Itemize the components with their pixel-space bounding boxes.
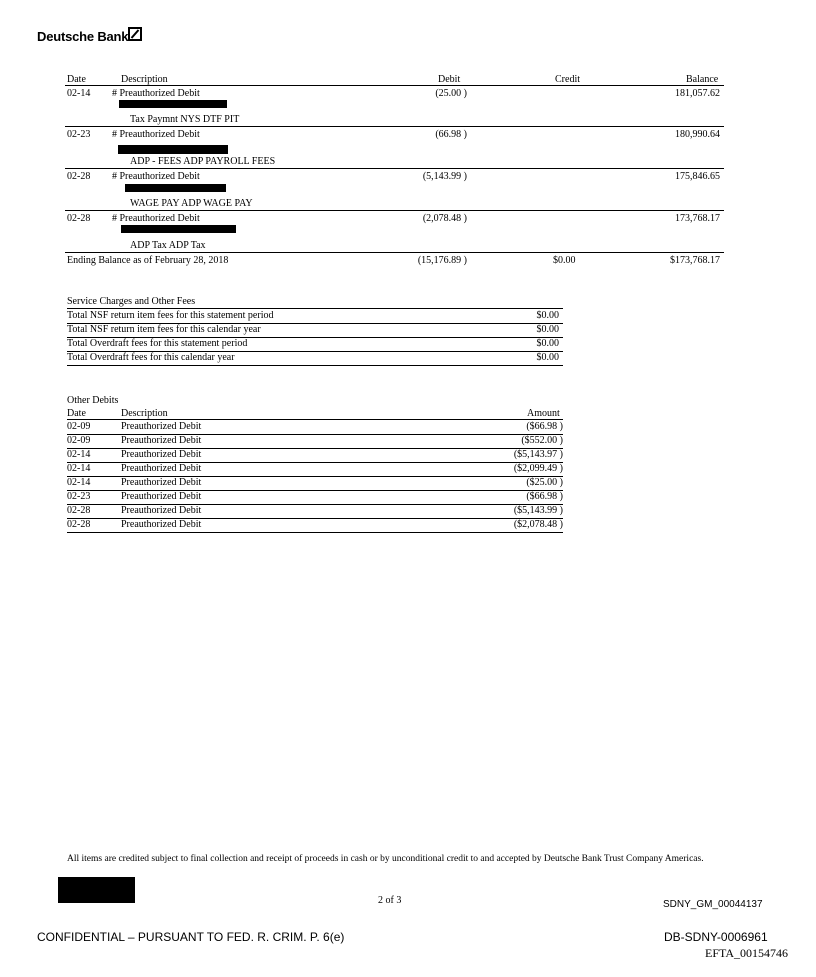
- txn-description: # Preauthorized Debit: [112, 213, 200, 224]
- fee-label: Total Overdraft fees for this statement period: [67, 338, 248, 349]
- table-row: [67, 434, 563, 449]
- section-title: Service Charges and Other Fees: [67, 296, 196, 307]
- ending-balance-label: Ending Balance as of February 28, 2018: [67, 255, 229, 266]
- txn-balance: 180,990.64: [675, 129, 720, 140]
- fee-amount: $0.00: [536, 338, 559, 349]
- fee-label: Total Overdraft fees for this calendar year: [67, 352, 235, 363]
- txn-debit: (5,143.99 ): [422, 171, 467, 182]
- redaction-block: [58, 877, 135, 903]
- txn-date: 02-28: [67, 171, 91, 182]
- debit-amount: ($2,078.48 ): [513, 519, 563, 530]
- txn-debit: (66.98 ): [435, 129, 467, 140]
- table-row: [67, 462, 563, 477]
- table-row: [67, 518, 563, 533]
- section-title: Other Debits: [67, 395, 119, 406]
- debit-date: 02-09: [67, 435, 91, 446]
- debit-date: 02-14: [67, 449, 91, 460]
- fee-amount: $0.00: [536, 324, 559, 335]
- table-row: [67, 420, 563, 435]
- debit-date: 02-14: [67, 463, 91, 474]
- fee-amount: $0.00: [536, 310, 559, 321]
- debit-description: Preauthorized Debit: [121, 505, 202, 516]
- txn-detail: ADP Tax ADP Tax: [130, 240, 206, 251]
- ending-debit-total: (15,176.89 ): [417, 255, 467, 266]
- redaction-block: [119, 100, 227, 108]
- bank-name: Deutsche Bank: [37, 29, 129, 44]
- debit-amount: ($25.00 ): [526, 477, 563, 488]
- txn-balance: 181,057.62: [675, 88, 720, 99]
- disclaimer-text: All items are credited subject to final collection and receipt of proceeds in cash or by unconditional credit to and accepted by Deutsche Bank Trust Company Americas.: [67, 854, 704, 864]
- debit-amount: ($5,143.99 ): [513, 505, 563, 516]
- fee-row: [67, 351, 563, 366]
- debit-description: Preauthorized Debit: [121, 435, 202, 446]
- debit-amount: ($5,143.97 ): [513, 449, 563, 460]
- txn-date: 02-14: [67, 88, 91, 99]
- debit-description: Preauthorized Debit: [121, 463, 202, 474]
- debit-description: Preauthorized Debit: [121, 491, 202, 502]
- page-number: 2 of 3: [378, 895, 402, 906]
- col-header-description: Description: [121, 408, 168, 419]
- col-header-amount: Amount: [527, 408, 560, 419]
- debit-date: 02-28: [67, 519, 91, 530]
- table-row: [67, 504, 563, 519]
- bates-number: DB-SDNY-0006961: [664, 930, 768, 944]
- txn-detail: ADP - FEES ADP PAYROLL FEES: [130, 156, 276, 167]
- debit-description: Preauthorized Debit: [121, 477, 202, 488]
- fee-row: [67, 309, 563, 324]
- txn-date: 02-23: [67, 129, 91, 140]
- efta-number: EFTA_00154746: [705, 946, 789, 960]
- ending-credit-total: $0.00: [553, 255, 576, 266]
- txn-description: # Preauthorized Debit: [112, 129, 200, 140]
- fee-label: Total NSF return item fees for this statement period: [67, 310, 274, 321]
- txn-description: # Preauthorized Debit: [112, 88, 200, 99]
- col-header-date: Date: [67, 408, 86, 419]
- redaction-block: [118, 145, 228, 154]
- fee-row: [67, 337, 563, 352]
- debit-description: Preauthorized Debit: [121, 421, 202, 432]
- debit-amount: ($66.98 ): [526, 421, 563, 432]
- col-header-credit: Credit: [555, 74, 580, 85]
- debit-date: 02-14: [67, 477, 91, 488]
- table-row: [67, 476, 563, 491]
- debit-date: 02-09: [67, 421, 91, 432]
- col-header-description: Description: [121, 74, 168, 85]
- txn-debit: (25.00 ): [435, 88, 467, 99]
- debit-amount: ($66.98 ): [526, 491, 563, 502]
- debit-date: 02-28: [67, 505, 91, 516]
- debit-date: 02-23: [67, 491, 91, 502]
- txn-balance: 173,768.17: [675, 213, 720, 224]
- col-header-debit: Debit: [438, 74, 461, 85]
- col-header-balance: Balance: [686, 74, 719, 85]
- debit-description: Preauthorized Debit: [121, 519, 202, 530]
- debit-description: Preauthorized Debit: [121, 449, 202, 460]
- debit-amount: ($552.00 ): [521, 435, 563, 446]
- txn-detail: WAGE PAY ADP WAGE PAY: [130, 198, 253, 209]
- txn-detail: Tax Paymnt NYS DTF PIT: [130, 114, 240, 125]
- col-header-date: Date: [67, 74, 86, 85]
- redaction-block: [125, 184, 226, 192]
- table-row: [67, 448, 563, 463]
- txn-date: 02-28: [67, 213, 91, 224]
- txn-description: # Preauthorized Debit: [112, 171, 200, 182]
- fee-amount: $0.00: [536, 352, 559, 363]
- redaction-block: [121, 225, 236, 233]
- deutsche-bank-logo-icon: [128, 27, 142, 41]
- confidential-notice: CONFIDENTIAL – PURSUANT TO FED. R. CRIM. P. 6(e): [37, 930, 345, 944]
- document-id: SDNY_GM_00044137: [663, 899, 763, 910]
- txn-debit: (2,078.48 ): [422, 213, 467, 224]
- fee-row: [67, 323, 563, 338]
- txn-balance: 175,846.65: [675, 171, 720, 182]
- fee-label: Total NSF return item fees for this calendar year: [67, 324, 261, 335]
- debit-amount: ($2,099.49 ): [513, 463, 563, 474]
- table-row: [67, 490, 563, 505]
- ending-balance-total: $173,768.17: [670, 255, 720, 266]
